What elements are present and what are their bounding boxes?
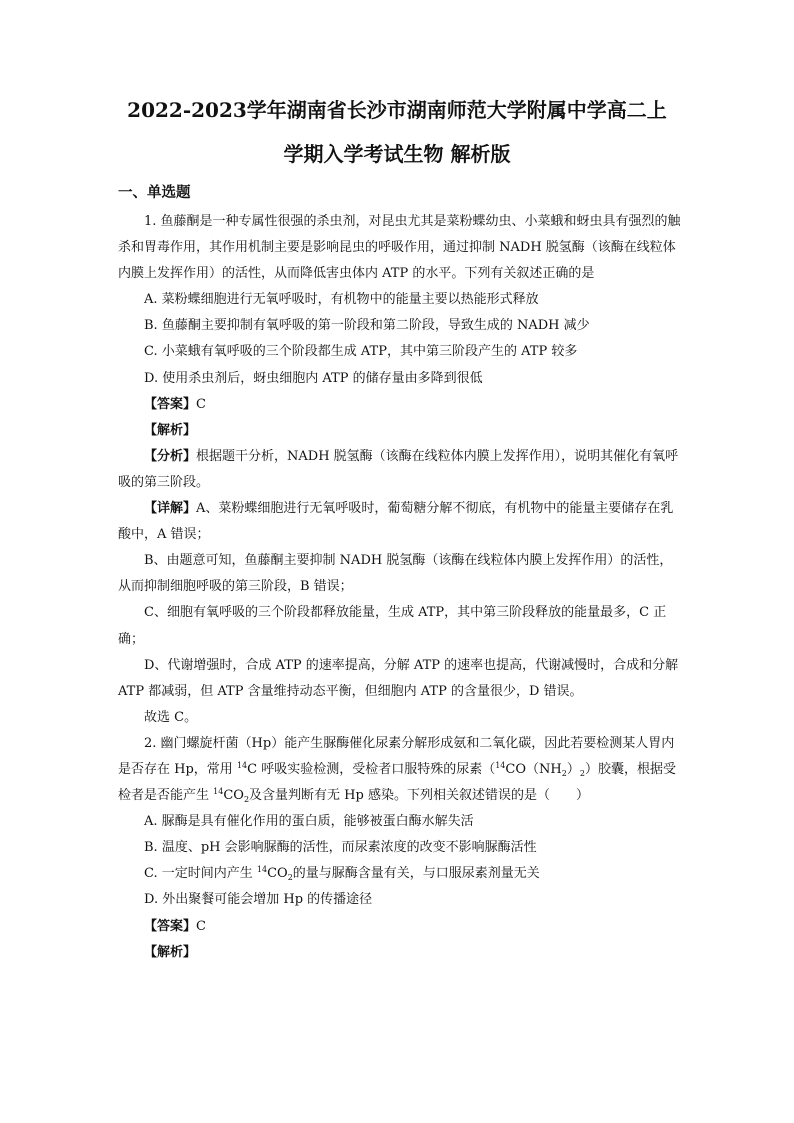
superscript-14: 14 (256, 865, 268, 875)
q2-option-b: B. 温度、pH 会影响脲酶的活性，而尿素浓度的改变不影响脲酶活性 (144, 840, 537, 856)
q2-option-c (118, 861, 684, 887)
subscript-2: 2 (579, 768, 585, 778)
q2-option-c-part: C. 一定时间内产生 (144, 866, 257, 882)
q2-stem (118, 731, 684, 809)
q2-answer (118, 914, 684, 940)
q2-stem-part: CO (223, 788, 244, 804)
q2-option-c-part: CO (267, 866, 288, 882)
section-heading: 一、单选题 (118, 184, 191, 201)
q1-xiangjie (118, 496, 684, 548)
answer-label: 【答案】 (144, 918, 197, 934)
document-title-line2: 学期入学考试生物 解析版 (283, 142, 511, 166)
q2-option-a: A. 脲酶是具有催化作用的蛋白质，能够被蛋白酶水解失活 (144, 814, 474, 830)
q1-answer (118, 392, 684, 418)
xiangjie-a: A、菜粉蝶细胞进行无氧呼吸时，葡萄糖分解不彻底，有机物中的能量主要储存在乳酸中，A 错误； (118, 501, 674, 543)
q2-stem-part: CO（NH (505, 761, 562, 777)
q2-stem-part: C 呼吸实验检测，受检者口服特殊的尿素（ (247, 761, 496, 777)
answer-value: C (196, 918, 206, 934)
q1-conclusion: 故选 C。 (144, 709, 198, 725)
q2-stem-part: ） (566, 761, 580, 777)
superscript-14: 14 (213, 787, 224, 797)
answer-value: C (196, 396, 206, 412)
superscript-14: 14 (495, 760, 506, 770)
q1-option-b: B. 鱼藤酮主要抑制有氧呼吸的第一阶段和第二阶段，导致生成的 NADH 减少 (144, 318, 590, 334)
q1-option-a: A. 菜粉蝶细胞进行无氧呼吸时，有机物中的能量主要以热能形式释放 (144, 292, 539, 308)
xiangjie-label: 【详解】 (144, 501, 197, 517)
q1-stem: 1. 鱼藤酮是一种专属性很强的杀虫剂，对昆虫尤其是菜粉蝶幼虫、小菜蛾和蚜虫具有强烈的触杀和胃毒作用，其作用机制主要是影响昆虫的呼吸作用，通过抑制 NADH 脱氢酶（该酶在线粒体内膜上发挥作用）的活性，从而降低害虫体内 ATP 的水平。下列有关叙述正确的是 (118, 214, 681, 282)
q1-xiangjie-b: B、由题意可知，鱼藤酮主要抑制 NADH 脱氢酶（该酶在线粒体内膜上发挥作用）的活性，从而抑制细胞呼吸的第三阶段，B 错误； (118, 553, 673, 595)
q2-stem-part: 2. 幽门螺旋杆菌（Hp）能产生脲酶催化尿素分解形成氨和二氧化碳，因此若要检测某人胃内是否存在 Hp，常用 (118, 735, 675, 777)
subscript-2: 2 (243, 795, 250, 805)
q1-option-d: D. 使用杀虫剂后，蚜虫细胞内 ATP 的储存量由多降到很低 (144, 370, 483, 386)
q2-option-d: D. 外出聚餐可能会增加 Hp 的传播途径 (144, 892, 373, 908)
document-title-line1: 2022-2023学年湖南省长沙市湖南师范大学附属中学高二上 (127, 98, 667, 122)
q1-analysis-label: 【解析】 (144, 422, 197, 438)
subscript-2: 2 (561, 768, 567, 778)
answer-label: 【答案】 (144, 396, 197, 412)
q1-option-c: C. 小菜蛾有氧呼吸的三个阶段都生成 ATP，其中第三阶段产生的 ATP 较多 (144, 344, 578, 360)
q1-xiangjie-c: C、细胞有氧呼吸的三个阶段都释放能量，生成 ATP，其中第三阶段释放的能量最多，C 正确； (118, 605, 667, 647)
superscript-14: 14 (236, 760, 248, 770)
subscript-2: 2 (287, 873, 293, 883)
q1-fenxi (118, 444, 684, 496)
q2-option-c-part: 的量与脲酶含量有关，与口服尿素剂量无关 (292, 866, 540, 882)
q1-xiangjie-d: D、代谢增强时，合成 ATP 的速率提高，分解 ATP 的速率也提高，代谢减慢时，合成和分解 ATP 都减弱，但 ATP 含量维持动态平衡，但细胞内 ATP 的含量很少，D 错误。 (118, 657, 679, 699)
q2-stem-part: 及含量判断有无 Hp 感染。下列相关叙述错误的是（ ） (249, 788, 589, 804)
fenxi-label: 【分析】 (144, 448, 197, 464)
fenxi-text: 根据题干分析，NADH 脱氢酶（该酶在线粒体内膜上发挥作用），说明其催化有氧呼吸的第三阶段。 (118, 448, 679, 490)
q2-stem-part: ）胶囊，根据受检者是否能产生 (118, 761, 676, 804)
q2-analysis-label: 【解析】 (144, 944, 197, 960)
document-body (118, 209, 684, 966)
